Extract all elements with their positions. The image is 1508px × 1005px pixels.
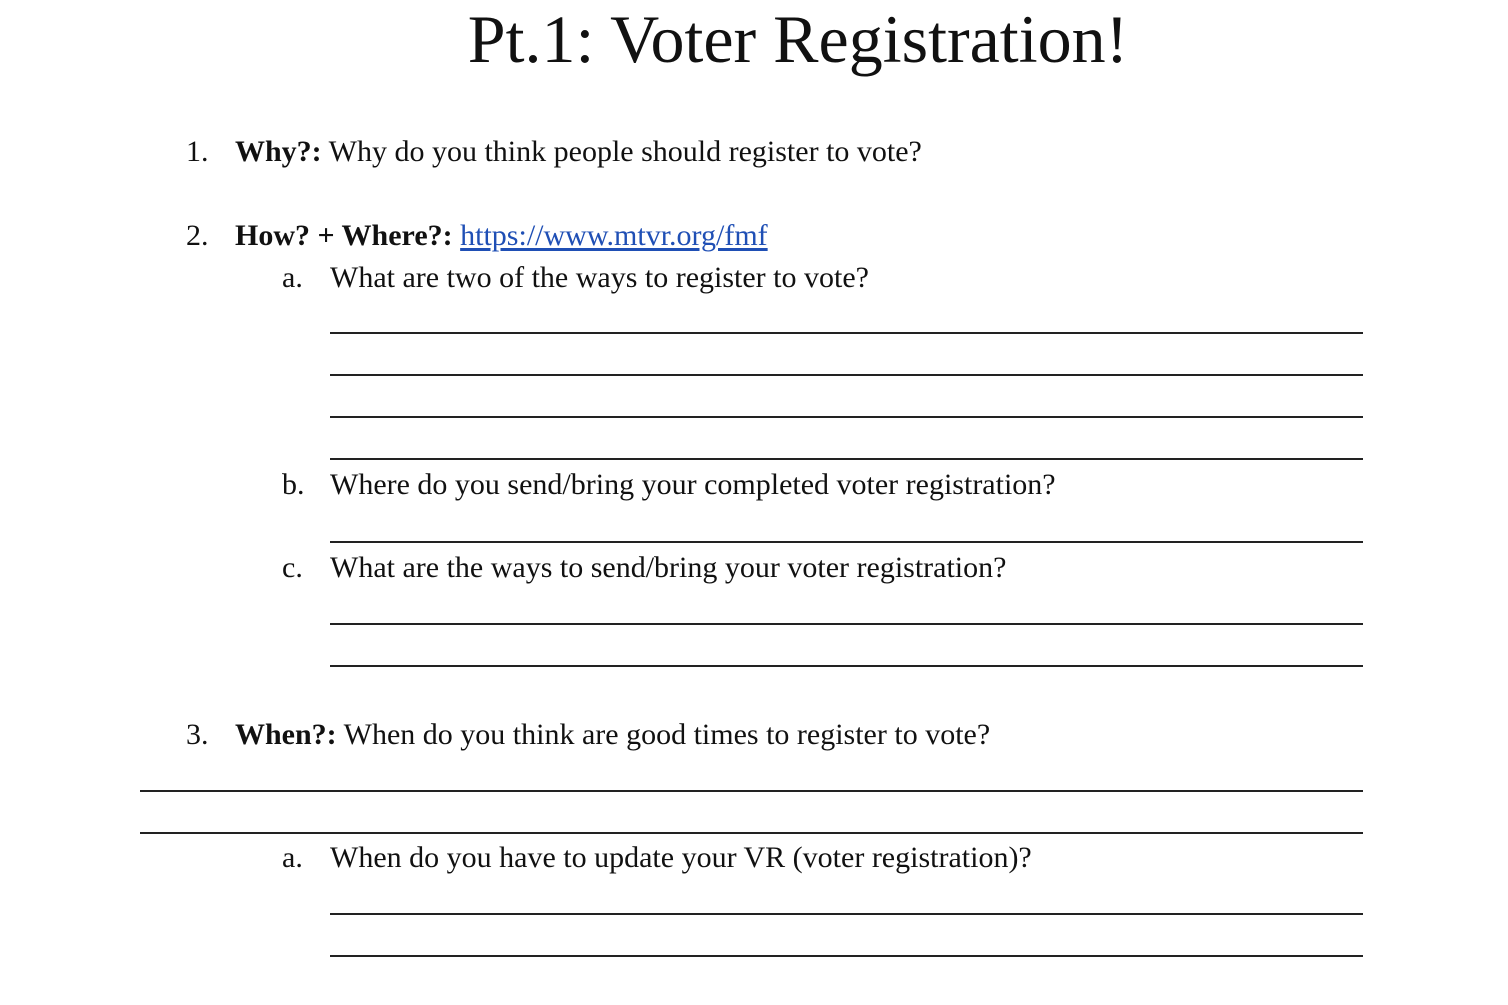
question-3-number: 3. [186,718,209,751]
answer-line-2a-3[interactable] [330,416,1363,418]
question-2c-letter: c. [282,551,303,584]
page-title: Pt.1: Voter Registration! [467,1,1129,77]
answer-line-3-2[interactable] [140,832,1363,834]
question-3a-letter: a. [282,841,303,874]
question-2-label: How? + Where?: [235,219,453,252]
question-3 [235,717,990,753]
question-2b-text: Where do you send/bring your completed voter registration? [330,468,1056,501]
question-3-label: When?: [235,718,337,751]
question-2a-text: What are two of the ways to register to vote? [330,261,869,294]
question-2b-letter: b. [282,468,305,501]
answer-line-2c-1[interactable] [330,623,1363,625]
question-1-text: Why do you think people should register to vote? [321,135,922,168]
question-2-number: 2. [186,219,209,252]
question-3a-text: When do you have to update your VR (voter registration)? [330,841,1032,874]
answer-line-3-1[interactable] [140,790,1363,792]
question-1-label: Why?: [235,135,322,168]
answer-line-2b-1[interactable] [330,541,1363,543]
question-3-text: When do you think are good times to register to vote? [336,718,991,751]
question-1-number: 1. [186,135,209,168]
question-2 [235,218,768,254]
answer-line-2a-4[interactable] [330,458,1363,460]
answer-line-3a-2[interactable] [330,955,1363,957]
answer-line-3a-1[interactable] [330,913,1363,915]
answer-line-2c-2[interactable] [330,665,1363,667]
registration-link[interactable]: https://www.mtvr.org/fmf [460,219,768,252]
answer-line-2a-2[interactable] [330,374,1363,376]
answer-line-2a-1[interactable] [330,332,1363,334]
question-2c-text: What are the ways to send/bring your voter registration? [330,551,1007,584]
question-1 [235,134,922,170]
question-2a-letter: a. [282,261,303,294]
